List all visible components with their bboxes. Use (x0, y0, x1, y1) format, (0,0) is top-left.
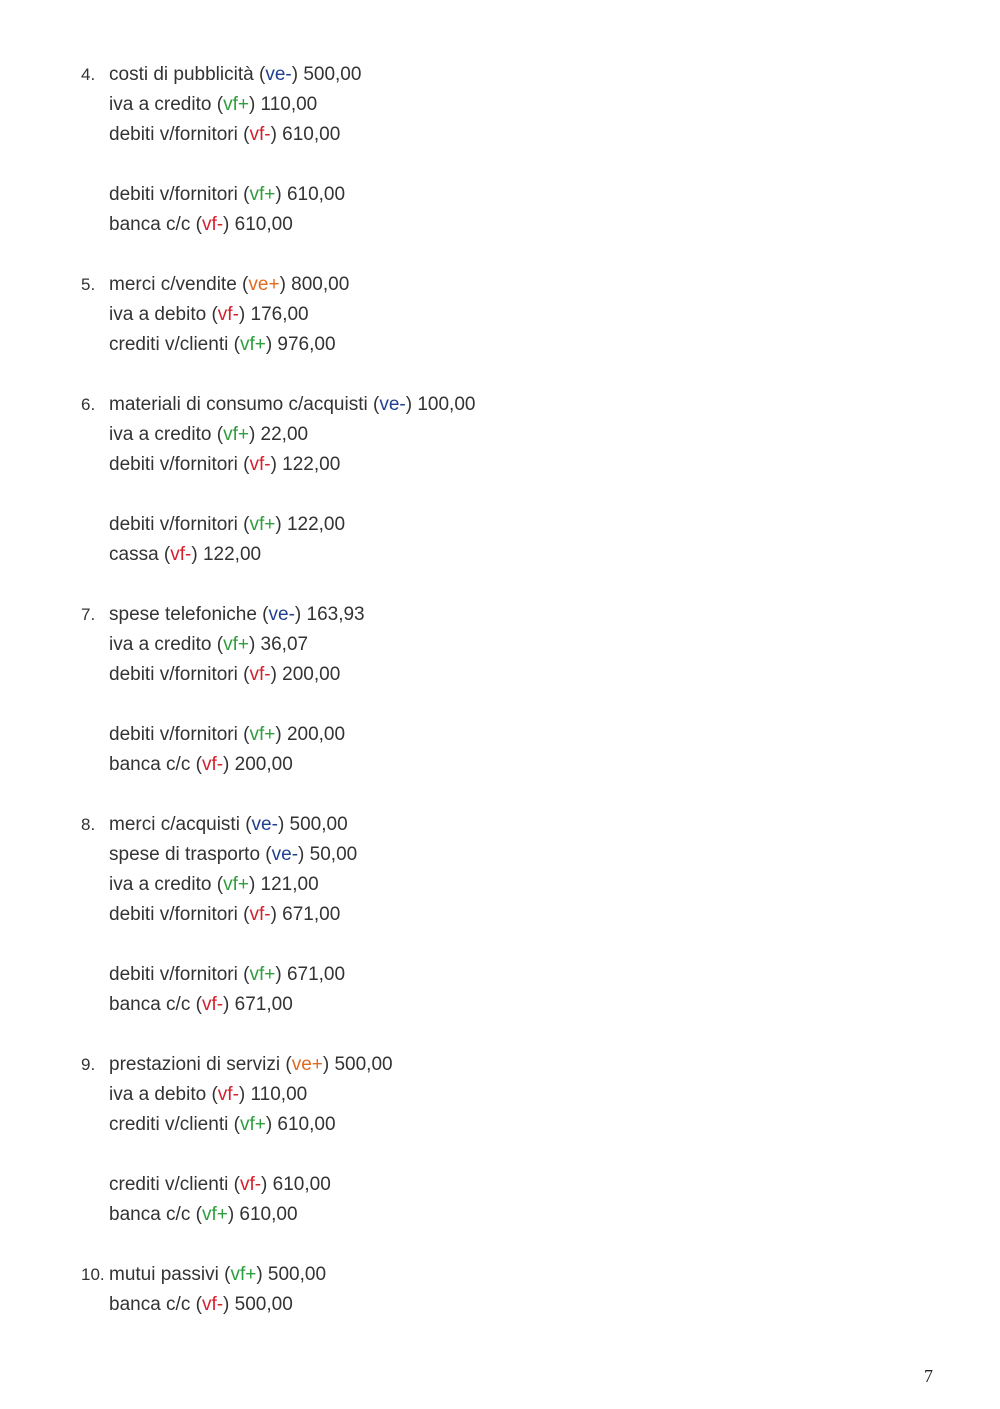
variation-tag: vf+ (201, 1204, 228, 1225)
account-name: banca c/c (109, 754, 191, 775)
entry-line: iva a credito (vf+) 121,00 (109, 874, 319, 895)
variation-tag: vf- (201, 754, 224, 775)
amount: 671,00 (234, 994, 293, 1015)
entry-line: debiti v/fornitori (vf+) 122,00 (109, 514, 346, 535)
variation-tag: ve- (251, 814, 278, 835)
entry-line: spese telefoniche (ve-) 163,93 (109, 604, 365, 625)
amount: 100,00 (417, 394, 476, 415)
amount: 500,00 (303, 64, 362, 85)
account-name: merci c/acquisti (109, 814, 240, 835)
amount: 200,00 (282, 664, 341, 685)
amount: 610,00 (234, 214, 293, 235)
entry-number: 4. (81, 65, 96, 84)
variation-tag: vf+ (239, 1114, 266, 1135)
entry-line: banca c/c (vf+) 610,00 (109, 1204, 298, 1225)
amount: 36,07 (260, 634, 309, 655)
account-name: crediti v/clienti (109, 1114, 229, 1135)
variation-tag: vf- (201, 214, 224, 235)
entry-number: 7. (81, 605, 96, 624)
journal-entry (81, 1260, 781, 1320)
entry-line: debiti v/fornitori (vf-) 200,00 (109, 664, 341, 685)
entry-line: iva a debito (vf-) 110,00 (109, 1084, 308, 1105)
variation-tag: vf+ (239, 334, 266, 355)
account-name: banca c/c (109, 994, 191, 1015)
journal-entry (81, 270, 781, 360)
variation-tag: ve- (271, 844, 299, 865)
entry-line-group (109, 1050, 781, 1140)
entry-line-group (109, 1170, 781, 1230)
journal-entry (81, 390, 781, 570)
account-name: spese telefoniche (109, 604, 257, 625)
amount: 110,00 (250, 1084, 308, 1105)
amount: 163,93 (306, 604, 365, 625)
account-name: merci c/vendite (109, 274, 237, 295)
page-number: 7 (924, 1366, 933, 1386)
account-name: debiti v/fornitori (109, 514, 238, 535)
account-name: costi di pubblicità (109, 64, 254, 85)
entry-line-group (109, 60, 781, 150)
amount: 122,00 (202, 544, 262, 565)
journal-entries-list (81, 60, 781, 1350)
variation-tag: vf- (249, 124, 271, 145)
amount: 200,00 (286, 724, 346, 745)
entry-number: 9. (81, 1055, 96, 1074)
account-name: cassa (109, 544, 159, 565)
variation-tag: ve- (379, 394, 406, 415)
variation-tag: vf- (201, 1294, 224, 1315)
amount: 610,00 (282, 124, 341, 145)
amount: 22,00 (260, 424, 309, 445)
account-name: iva a debito (109, 1084, 207, 1105)
entry-line: crediti v/clienti (vf+) 976,00 (109, 334, 336, 355)
amount: 976,00 (277, 334, 336, 355)
entry-line: merci c/acquisti (ve-) 500,00 (109, 814, 348, 835)
account-name: banca c/c (109, 1294, 191, 1315)
variation-tag: vf+ (230, 1264, 257, 1285)
variation-tag: ve- (265, 64, 292, 85)
variation-tag: vf+ (249, 724, 276, 745)
entry-line: crediti v/clienti (vf-) 610,00 (109, 1174, 331, 1195)
entry-line-group (109, 180, 781, 240)
entry-number: 10. (81, 1265, 105, 1284)
account-name: prestazioni di servizi (109, 1054, 281, 1075)
amount: 122,00 (282, 454, 341, 475)
account-name: crediti v/clienti (109, 1174, 229, 1195)
entry-line: iva a credito (vf+) 22,00 (109, 424, 309, 445)
entry-line-group (109, 960, 781, 1020)
entry-line: banca c/c (vf-) 500,00 (109, 1294, 293, 1315)
account-name: banca c/c (109, 214, 191, 235)
variation-tag: vf- (249, 664, 271, 685)
entry-line: cassa (vf-) 122,00 (109, 544, 262, 565)
entry-line: debiti v/fornitori (vf-) 122,00 (109, 454, 341, 475)
entry-line: merci c/vendite (ve+) 800,00 (109, 274, 350, 295)
variation-tag: vf+ (223, 424, 249, 445)
amount: 110,00 (260, 94, 318, 115)
entry-line: prestazioni di servizi (ve+) 500,00 (109, 1054, 393, 1075)
account-name: debiti v/fornitori (109, 964, 238, 985)
entry-line: debiti v/fornitori (vf+) 200,00 (109, 724, 346, 745)
entry-line: mutui passivi (vf+) 500,00 (109, 1264, 327, 1285)
variation-tag: vf- (249, 454, 271, 475)
entry-line-group (109, 390, 781, 480)
amount: 671,00 (282, 904, 341, 925)
entry-line: debiti v/fornitori (vf-) 671,00 (109, 904, 341, 925)
account-name: banca c/c (109, 1204, 191, 1225)
journal-entry (81, 600, 781, 780)
amount: 121,00 (260, 874, 319, 895)
account-name: debiti v/fornitori (109, 664, 238, 685)
entry-line: debiti v/fornitori (vf+) 610,00 (109, 184, 346, 205)
account-name: iva a credito (109, 94, 212, 115)
account-name: spese di trasporto (109, 844, 261, 865)
variation-tag: ve+ (248, 274, 280, 295)
account-name: debiti v/fornitori (109, 724, 238, 745)
journal-entry (81, 810, 781, 1020)
entry-line: iva a credito (vf+) 36,07 (109, 634, 309, 655)
amount: 671,00 (286, 964, 346, 985)
account-name: debiti v/fornitori (109, 454, 238, 475)
entry-line-group (109, 510, 781, 570)
journal-entry (81, 60, 781, 240)
account-name: materiali di consumo c/acquisti (109, 394, 368, 415)
variation-tag: vf- (239, 1174, 262, 1195)
entry-line-group (109, 1260, 781, 1320)
entry-line: materiali di consumo c/acquisti (ve-) 100,00 (109, 394, 476, 415)
amount: 122,00 (286, 514, 346, 535)
variation-tag: vf+ (223, 634, 249, 655)
entry-line: spese di trasporto (ve-) 50,00 (109, 844, 358, 865)
entry-line: debiti v/fornitori (vf+) 671,00 (109, 964, 346, 985)
amount: 50,00 (309, 844, 358, 865)
entry-line-group (109, 720, 781, 780)
amount: 610,00 (277, 1114, 336, 1135)
amount: 610,00 (239, 1204, 298, 1225)
account-name: mutui passivi (109, 1264, 219, 1285)
variation-tag: vf+ (223, 94, 249, 115)
entry-line: banca c/c (vf-) 200,00 (109, 754, 293, 775)
account-name: iva a debito (109, 304, 207, 325)
entry-line: banca c/c (vf-) 671,00 (109, 994, 293, 1015)
account-name: debiti v/fornitori (109, 904, 238, 925)
variation-tag: vf- (249, 904, 271, 925)
entry-line-group (109, 810, 781, 930)
entry-number: 5. (81, 275, 96, 294)
entry-number: 8. (81, 815, 96, 834)
entry-line-group (109, 600, 781, 690)
entry-line-group (109, 270, 781, 360)
amount: 500,00 (334, 1054, 393, 1075)
account-name: debiti v/fornitori (109, 124, 238, 145)
account-name: iva a credito (109, 424, 212, 445)
amount: 500,00 (267, 1264, 327, 1285)
account-name: debiti v/fornitori (109, 184, 238, 205)
variation-tag: vf+ (223, 874, 249, 895)
variation-tag: ve+ (291, 1054, 323, 1075)
variation-tag: vf- (217, 304, 239, 325)
account-name: iva a credito (109, 874, 212, 895)
journal-entry (81, 1050, 781, 1230)
amount: 176,00 (250, 304, 309, 325)
variation-tag: vf- (217, 1084, 239, 1105)
amount: 610,00 (272, 1174, 331, 1195)
entry-line: iva a debito (vf-) 176,00 (109, 304, 309, 325)
entry-line: costi di pubblicità (ve-) 500,00 (109, 64, 362, 85)
amount: 610,00 (286, 184, 346, 205)
amount: 200,00 (234, 754, 293, 775)
variation-tag: vf+ (249, 514, 276, 535)
variation-tag: ve- (268, 604, 295, 625)
variation-tag: vf+ (249, 184, 276, 205)
entry-line: debiti v/fornitori (vf-) 610,00 (109, 124, 341, 145)
entry-line: banca c/c (vf-) 610,00 (109, 214, 293, 235)
entry-line: iva a credito (vf+) 110,00 (109, 94, 318, 115)
account-name: crediti v/clienti (109, 334, 229, 355)
amount: 500,00 (289, 814, 348, 835)
amount: 800,00 (291, 274, 350, 295)
variation-tag: vf- (170, 544, 192, 565)
variation-tag: vf- (201, 994, 224, 1015)
entry-line: crediti v/clienti (vf+) 610,00 (109, 1114, 336, 1135)
variation-tag: vf+ (249, 964, 276, 985)
account-name: iva a credito (109, 634, 212, 655)
amount: 500,00 (234, 1294, 293, 1315)
entry-number: 6. (81, 395, 96, 414)
